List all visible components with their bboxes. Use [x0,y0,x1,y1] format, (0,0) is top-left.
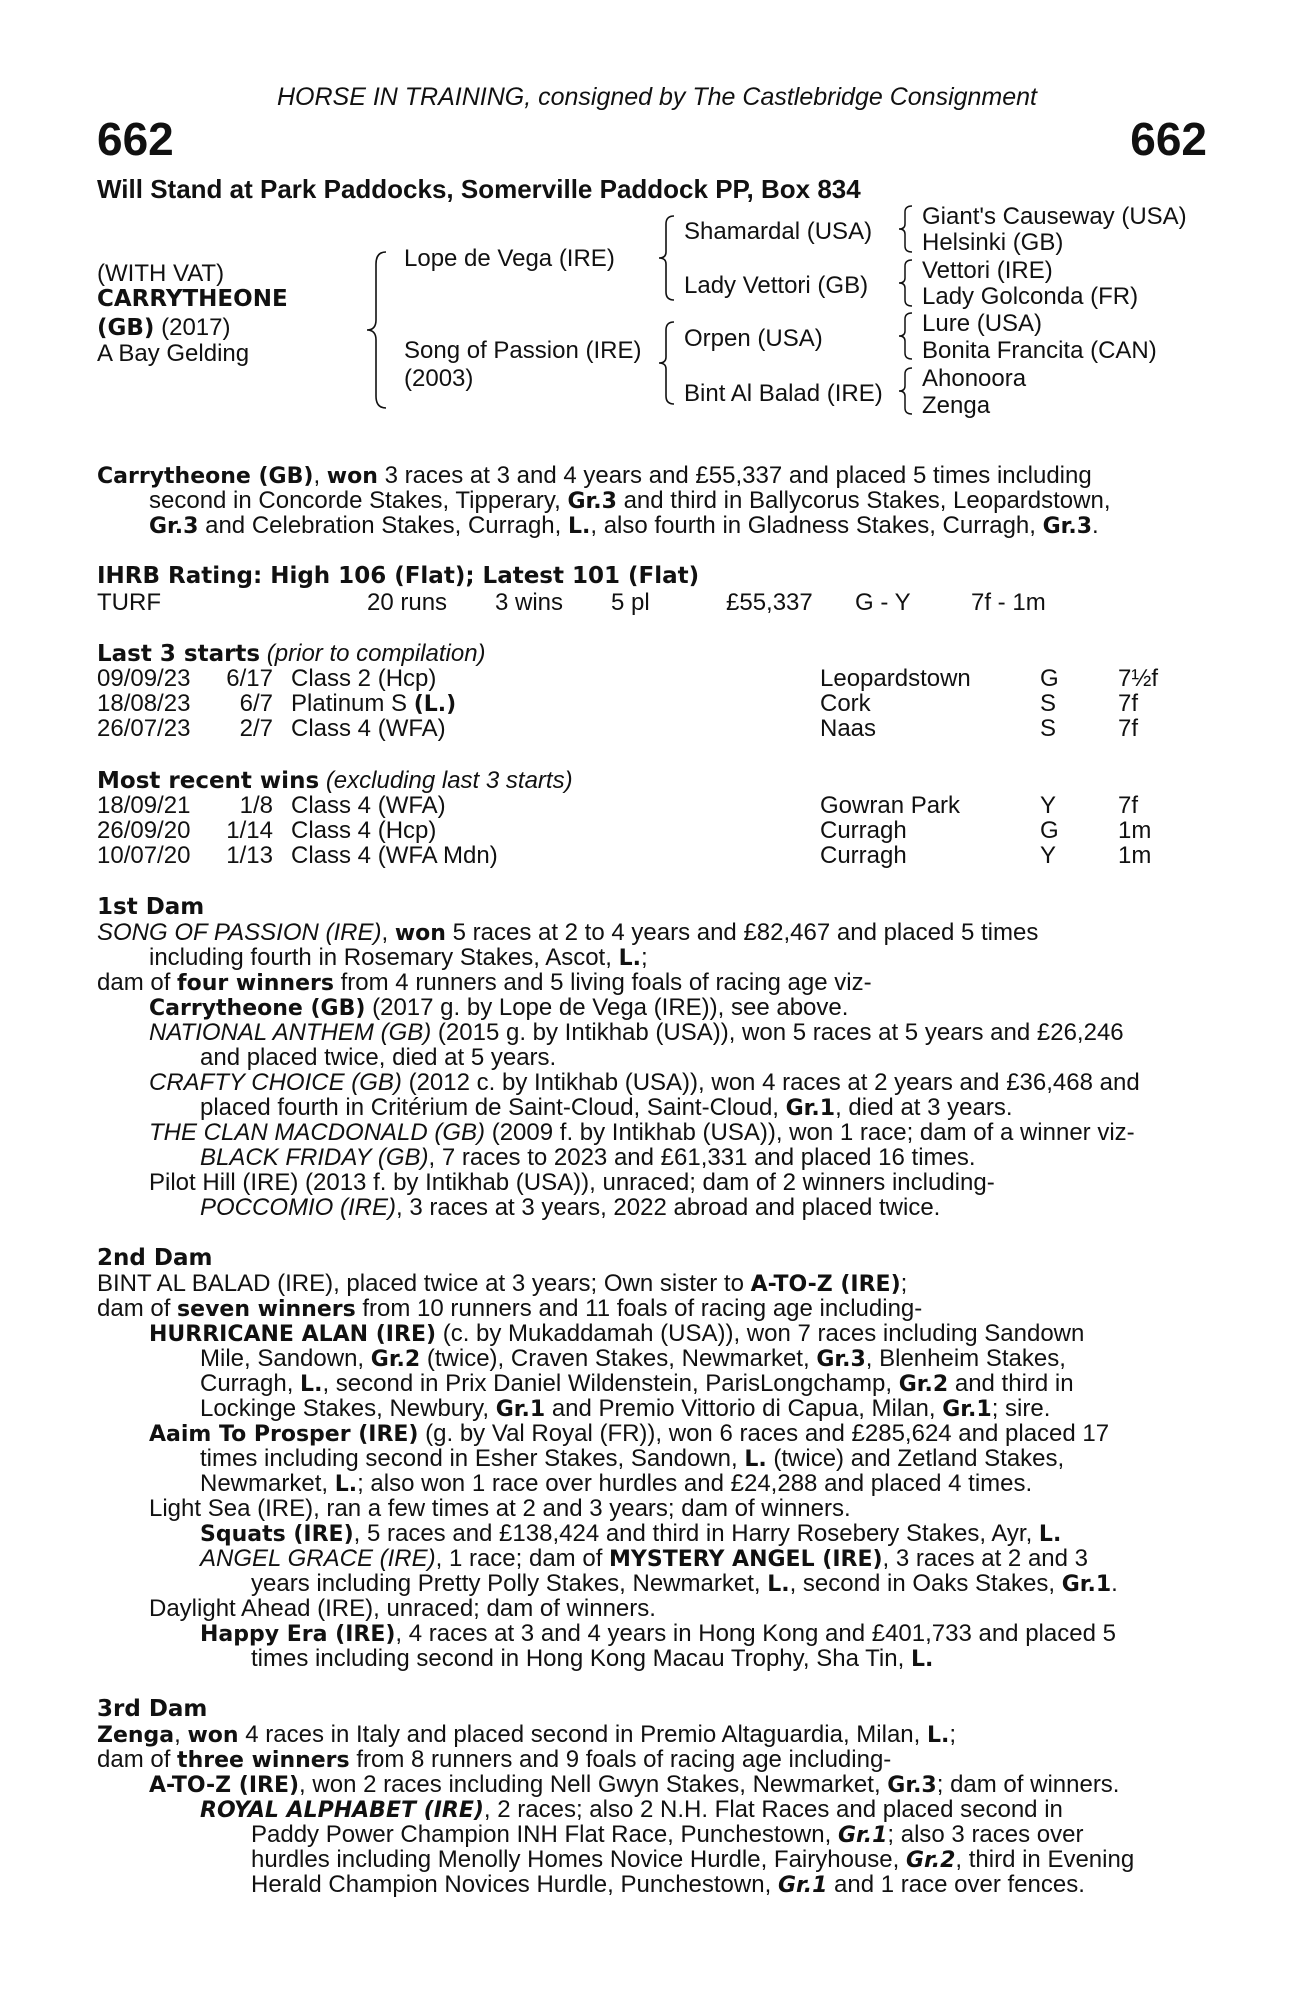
progeny-detail: hurdles including Menolly Homes Novice Hurdle, Fairyhouse, [251,1846,900,1873]
sire: Lope de Vega (IRE) [404,245,615,272]
progeny-detail: . [1111,1570,1118,1597]
dam1-won: won [394,921,446,946]
dam2-line2a: dam of [97,1295,171,1322]
rating-runs: 20 runs [367,589,448,616]
race-name-text: Class 4 (WFA Mdn) [291,842,498,869]
race-name-text: Platinum S [291,690,414,717]
progeny-detail: , died at 3 years. [835,1094,1013,1121]
progeny-detail: Newmarket, [200,1470,329,1497]
progeny-detail: Paddy Power Champion INH Flat Race, Punchestown, [251,1821,832,1848]
grand-progeny-name: MYSTERY ANGEL (IRE) [609,1547,883,1572]
dam3-name: Zenga [97,1723,175,1748]
dam1-line1: 5 races at 2 to 4 years and £82,467 and placed 5 times [452,919,1039,946]
dam-brace [656,320,678,406]
dam3-won: won [187,1723,239,1748]
summary-line2b: and third in Ballycorus Stakes, Leopardstown, [623,487,1111,514]
grade-badge: Gr.2 [370,1347,421,1372]
dd-sire: Ahonoora [922,365,1027,392]
progeny-name: THE CLAN MACDONALD (GB) [149,1119,486,1146]
race-course: Curragh [820,842,907,869]
progeny-detail: Mile, Sandown, [200,1345,365,1372]
dam3-winners-count: three winners [177,1748,350,1773]
race-position: 1/13 [226,842,273,869]
race-date: 10/07/20 [97,842,191,869]
progeny-detail: , second in Prix Daniel Wildenstein, ParisLongchamp, [322,1370,893,1397]
race-position: 1/14 [226,817,273,844]
progeny-detail: and placed twice, died at 5 years. [200,1044,557,1071]
horse-year: (2017) [161,314,231,341]
catalogue-page: HORSE IN TRAINING, consigned by The Castlebridge Consignment 662 662 Will Stand at Park Paddocks, Somerville Paddock PP, Box 834 (WITH VAT) CARRYTHEONE (GB) (2017) A Bay Gelding Lope de Vega (IRE) Song of Passion (IRE) (2003) Shamardal (USA) Lady Vettori (GB) Orpen (USA) Bint Al Balad (IRE) Giant's Causeway (USA) Helsinki (GB) Vettori (IRE) Lady Golconda (FR) Lure (USA) Bonita Francita (CAN) Ahonoora Zenga Carrytheone (GB), won 3 races at 3 and 4 years and £55,337 and placed 5 times including second in Concorde Stakes, Tipperary, Gr.3 and third in Ballycorus Stakes, Leopardstown, Gr.3 and Celebration Stakes, Curragh, L., also fourth in Gladness Stakes, Curragh, Gr.3. IHRB Rating: High 106 (Flat); Latest 101 (Flat) TURF 20 runs 3 wins 5 pl £55,337 G - Y 7f - 1m Last 3 starts (prior to compilation) 09/09/23 6/17 Class 2 (Hcp) Leopardstown G 7½f 18/08/23 6/7 Platinum S (L.) Cork S 7f 26/07/23 2/7 Class 4 (WFA) Naas S 7f Most recent wins (excluding last 3 starts) 18/09/21 1/8 Class 4 (WFA) Gowran Park Y 7f 26/09/20 1/14 Class 4 (Hcp) Curragh G 1m 10/07/20 1/13 Class 4 (WFA Mdn) Curragh Y 1m 1st Dam SONG OF PASSION (IRE), won 5 races at 2 to 4 years and £82,467 and placed 5 times including fourth in Rosemary Stakes, Ascot, L.; dam of four winners from 4 runners and 5 living foals of racing age viz- Carrytheone (GB) (2017 g. by Lope de Vega (IRE)), see above. NATIONAL ANTHEM (GB) (2015 g. by Intikhab (USA)), won 5 races at 5 years and £26,246 and placed twice, died at 5 years. CRAFTY CHOICE (GB) (2012 c. by Intikhab (USA)), won 4 races at 2 years and £36,468 and placed fourth in Critérium de Saint-Cloud, Saint-Cloud, Gr.1, died at 3 years. THE CLAN MACDONALD (GB) (2009 f. by Intikhab (USA)), won 1 race; dam of a winner viz- BLACK FRIDAY (GB), 7 races to 2023 and £61,331 and placed 16 times. Pilot Hill (IRE) (2013 f. by Intikhab (USA)), unraced; dam of 2 winners including- POCCOMIO (IRE), 3 races at 3 years, 2022 abroad and placed twice. 2nd Dam BINT AL BALAD (IRE), placed twice at 3 years; Own sister to A-TO-Z (IRE); dam of seven winners from 10 runners and 11 foals of racing age including- HURRICANE ALAN (IRE) (c. by Mukaddamah (USA)), won 7 races including Sandown Mile, Sandown, Gr.2 (twice), Craven Stakes, Newmarket, Gr.3, Blenheim Stakes, Curragh, L., second in Prix Daniel Wildenstein, ParisLongchamp, Gr.2 and third in Lockinge Stakes, Newbury, Gr.1 and Premio Vittorio di Capua, Milan, Gr.1; sire. Aaim To Prosper (IRE) (g. by Val Royal (FR)), won 6 races and £285,624 and placed 17 times including second in Esher Stakes, Sandown, L. (twice) and Zetland Stakes, Newmarket, L.; also won 1 race over hurdles and £24,288 and placed 4 times. Light Sea (IRE), ran a few times at 2 and 3 years; dam of winners. Squats (IRE), 5 races and £138,424 and third in Harry Rosebery Stakes, Ayr, L. ANGEL GRACE (IRE), 1 race; dam of MYSTERY ANGEL (IRE), 3 races at 2 and 3 years including Pretty Polly Stakes, Newmarket, L., second in Oaks Stakes, Gr.1. Daylight Ahead (IRE), unraced; dam of winners. Happy Era (IRE), 4 races at 3 and 4 years in Hong Kong and £401,733 and placed 5 times including second in Hong Kong Macau Trophy, Sha Tin, L. 3rd Dam Zenga, won 4 races in Italy and placed second in Premio Altaguardia, Milan, L.; dam of three winners from 8 runners and 9 foals of racing age including- A-TO-Z (IRE), won 2 races including Nell Gwyn Stakes, Newmarket, Gr.3; dam of winners. ROYAL ALPHABET (IRE), 2 races; also 2 N.H. Flat Races and placed second in Paddy Power Champion INH Flat Race, Punchestown, Gr.1; also 3 races over hurdles including Menolly Homes Novice Hurdle, Fairyhouse, Gr.2, third in Evening Herald Champion Novices Hurdle, Punchestown, Gr.1 and 1 race over fences. [0,0,1314,2000]
dam1-heading: 1st Dam [97,894,205,920]
race-name-text: Class 4 (WFA) [291,715,446,742]
sd-dam: Lady Golconda (FR) [922,283,1139,310]
grade-badge: Gr.3 [567,489,617,514]
progeny-detail: placed fourth in Critérium de Saint-Cloud, Saint-Cloud, [200,1094,779,1121]
race-course: Leopardstown [820,665,971,692]
progeny-detail: , 1 race; dam of [435,1545,603,1572]
dam: Song of Passion (IRE) [404,337,642,364]
dam1-line3c: from 4 runners and 5 living foals of racing age viz- [340,969,872,996]
dam2-line1-end: ; [900,1270,908,1297]
grade-badge: Gr.2 [905,1848,956,1873]
race-date: 09/09/23 [97,665,191,692]
progeny-detail: (2009 f. by Intikhab (USA)), won 1 race; dam of a winner viz- [491,1119,1135,1146]
progeny-name: Aaim To Prosper (IRE) [149,1422,419,1447]
ds-brace [896,311,916,361]
progeny-detail: (c. by Mukaddamah (USA)), won 7 races including Sandown [442,1320,1085,1347]
race-going: Y [1040,842,1057,869]
listed-badge: L. [744,1447,767,1472]
summary-line1: 3 races at 3 and 4 years and £55,337 and placed 5 times including [384,462,1092,489]
progeny-detail: Pilot Hill (IRE) (2013 f. by Intikhab (USA)), unraced; dam of 2 winners including- [149,1169,995,1196]
horse-country-year [97,314,230,342]
ds-dam: Bonita Francita (CAN) [922,337,1157,364]
grand-progeny-name: BLACK FRIDAY (GB) [200,1144,429,1171]
listed-badge: L. [1038,1522,1062,1547]
ss-dam: Helsinki (GB) [922,229,1064,256]
progeny-detail: Curragh, [200,1370,294,1397]
rating-surface: TURF [97,589,161,616]
race-going: S [1040,715,1057,742]
dam3-line1: 4 races in Italy and placed second in Premio Altaguardia, Milan, [245,1721,921,1748]
grade-badge: Gr.3 [887,1773,937,1798]
progeny-detail: , Blenheim Stakes, [865,1345,1066,1372]
grand-progeny-name: Happy Era (IRE) [200,1622,396,1647]
grade-badge: Gr.1 [785,1096,836,1121]
dam2-winners-count: seven winners [177,1297,356,1322]
race-position: 1/8 [239,792,273,819]
progeny-detail: , won 2 races including Nell Gwyn Stakes, Newmarket, [299,1771,881,1798]
progeny-detail: and Premio Vittorio di Capua, Milan, [551,1395,936,1422]
dam3-heading: 3rd Dam [97,1696,208,1722]
progeny-detail: Light Sea (IRE), ran a few times at 2 and 3 years; dam of winners. [149,1495,851,1522]
lot-number-right: 662 [1130,113,1207,165]
grand-progeny-name: Squats (IRE) [200,1522,354,1547]
race-distance: 7f [1118,792,1139,819]
grade-badge: Gr.2 [898,1372,949,1397]
dam-dam: Bint Al Balad (IRE) [684,380,883,407]
horse-description: A Bay Gelding [97,340,250,367]
progeny-detail: (twice) and Zetland Stakes, [773,1445,1065,1472]
stand-location: Will Stand at Park Paddocks, Somerville Paddock PP, Box 834 [97,174,861,204]
dam-year: (2003) [404,365,474,392]
sire-sire: Shamardal (USA) [684,218,873,245]
race-distance: 7f [1118,715,1139,742]
race-distance: 7½f [1118,665,1159,692]
listed-badge: L. [567,514,591,539]
progeny-name: HURRICANE ALAN (IRE) [149,1322,437,1347]
progeny-detail: ; sire. [991,1395,1051,1422]
race-course: Naas [820,715,877,742]
summary-won: won [326,464,378,489]
summary-line3a: and Celebration Stakes, Curragh, [205,512,562,539]
progeny-detail: ; also won 1 race over hurdles and £24,288 and placed 4 times. [357,1470,1033,1497]
progeny-detail: (g. by Val Royal (FR)), won 6 races and £285,624 and placed 17 [425,1420,1110,1447]
grand-progeny-name: POCCOMIO (IRE) [200,1194,396,1221]
listed-badge: L. [618,946,641,971]
sd-sire: Vettori (IRE) [922,257,1053,284]
progeny-detail: , second in Oaks Stakes, [789,1570,1056,1597]
dam-sire: Orpen (USA) [684,325,823,352]
dam1-line2: including fourth in Rosemary Stakes, Ascot, [149,944,612,971]
race-going: S [1040,690,1057,717]
progeny-detail: Daylight Ahead (IRE), unraced; dam of winners. [149,1595,656,1622]
grade-badge: Gr.1 [495,1397,546,1422]
dd-dam: Zenga [922,392,991,419]
progeny-detail: and 1 race over fences. [834,1871,1085,1898]
progeny-detail: , 4 races at 3 and 4 years in Hong Kong and £401,733 and placed 5 [395,1620,1116,1647]
vat-label: (WITH VAT) [97,260,225,287]
race-position: 6/17 [226,665,273,692]
dam3-line2a: dam of [97,1746,171,1773]
progeny-detail: (2012 c. by Intikhab (USA)), won 4 races at 2 years and £36,468 and [408,1069,1140,1096]
race-course: Curragh [820,817,907,844]
listed-badge: L. [767,1572,790,1597]
dam1-winners-count: four winners [177,971,334,996]
rating-heading: IHRB Rating: High 106 (Flat); Latest 101 (Flat) [97,563,700,589]
race-distance: 1m [1118,817,1152,844]
race-name [291,715,446,743]
dam1-name: SONG OF PASSION (IRE) [97,919,382,946]
dam2-line1: BINT AL BALAD (IRE), placed twice at 3 years; Own sister to [97,1270,744,1297]
race-name [291,792,446,820]
grade-badge: Gr.1 [777,1873,828,1898]
race-position: 2/7 [239,715,273,742]
progeny-detail: (2017 g. by Lope de Vega (IRE)), see above. [372,994,849,1021]
dam1-line2-end: ; [640,944,648,971]
grade-badge: Gr.3 [149,514,199,539]
grade-badge: Gr.3 [816,1347,866,1372]
progeny-detail: years including Pretty Polly Stakes, Newmarket, [251,1570,761,1597]
progeny-detail: , 3 races at 3 years, 2022 abroad and placed twice. [396,1194,941,1221]
last3-heading: Last 3 starts [97,641,261,667]
grade-badge: Gr.1 [942,1397,992,1422]
grand-progeny-name: ANGEL GRACE (IRE) [200,1545,436,1572]
dam3-line1-end: ; [949,1721,957,1748]
progeny-name: NATIONAL ANTHEM (GB) [149,1019,432,1046]
recent-heading: Most recent wins [97,768,320,794]
progeny-name: CRAFTY CHOICE (GB) [149,1069,402,1096]
race-name-text: Class 2 (Hcp) [291,665,437,692]
progeny-detail: times including second in Esher Stakes, Sandown, [200,1445,738,1472]
listed-badge: (L.) [413,692,457,717]
progeny-name: Carrytheone (GB) [149,996,366,1021]
race-name [291,665,436,693]
progeny-name: A-TO-Z (IRE) [149,1773,300,1798]
recent-note: (excluding last 3 starts) [325,767,573,794]
progeny-detail: , 7 races to 2023 and £61,331 and placed 16 times. [428,1144,976,1171]
race-going: G [1040,665,1059,692]
race-name [291,817,436,845]
progeny-detail: , 3 races at 2 and 3 [882,1545,1088,1572]
rating-distance: 7f - 1m [971,589,1046,616]
listed-badge: L. [926,1723,950,1748]
summary-line3c: . [1092,512,1099,539]
race-course: Gowran Park [820,792,961,819]
listed-badge: L. [300,1372,323,1397]
dam2-heading: 2nd Dam [97,1245,213,1271]
grand-progeny-name: ROYAL ALPHABET (IRE) [200,1798,484,1823]
horse-name: CARRYTHEONE [97,286,288,312]
rating-going: G - Y [855,589,911,616]
sire-dam: Lady Vettori (GB) [684,272,869,299]
race-date: 26/07/23 [97,715,191,742]
race-name [291,690,456,718]
grade-badge: Gr.3 [1042,514,1093,539]
summary-horse-name: Carrytheone (GB) [97,464,314,489]
rating-placed: 5 pl [611,589,650,616]
grade-badge: Gr.1 [1061,1572,1112,1597]
race-name [291,842,498,870]
summary-line3b: , also fourth in Gladness Stakes, Curragh, [590,512,1036,539]
race-date: 26/09/20 [97,817,191,844]
dam3-line2c: from 8 runners and 9 foals of racing age including- [356,1746,892,1773]
ds-sire: Lure (USA) [922,310,1043,337]
progeny-detail: ; dam of winners. [936,1771,1120,1798]
ss-sire: Giant's Causeway (USA) [922,203,1187,230]
progeny-detail: , 5 races and £138,424 and third in Harry Rosebery Stakes, Ayr, [353,1520,1033,1547]
race-course: Cork [820,690,871,717]
race-going: Y [1040,792,1057,819]
listed-badge: L. [910,1647,934,1672]
race-distance: 7f [1118,690,1139,717]
progeny-detail: (twice), Craven Stakes, Newmarket, [426,1345,810,1372]
race-going: G [1040,817,1059,844]
progeny-detail: ; also 3 races over [887,1821,1084,1848]
progeny-detail: Herald Champion Novices Hurdle, Punchestown, [251,1871,772,1898]
last3-note: (prior to compilation) [266,640,486,667]
rating-earnings: £55,337 [726,589,813,616]
race-date: 18/09/21 [97,792,191,819]
race-name-text: Class 4 (Hcp) [291,817,437,844]
race-position: 6/7 [239,690,273,717]
progeny-detail: (2015 g. by Intikhab (USA)), won 5 races at 5 years and £26,246 [437,1019,1124,1046]
race-distance: 1m [1118,842,1152,869]
grade-badge: Gr.1 [837,1823,888,1848]
sister-name: A-TO-Z (IRE) [750,1272,901,1297]
progeny-detail: times including second in Hong Kong Macau Trophy, Sha Tin, [251,1645,905,1672]
progeny-detail: and third in [954,1370,1074,1397]
dd-brace [896,366,916,416]
race-name-text: Class 4 (WFA) [291,792,446,819]
progeny-detail: , 2 races; also 2 N.H. Flat Races and placed second in [483,1796,1063,1823]
lot-number-left: 662 [97,113,174,165]
sire-brace [656,214,678,302]
summary-line2a: second in Concorde Stakes, Tipperary, [149,487,561,514]
race-date: 18/08/23 [97,690,191,717]
progeny-detail: Lockinge Stakes, Newbury, [200,1395,490,1422]
sd-brace [896,258,916,308]
page-header-title: HORSE IN TRAINING, consigned by The Castlebridge Consignment [276,83,1038,111]
listed-badge: L. [334,1472,358,1497]
horse-country: (GB) [97,315,155,341]
progeny-detail: , third in Evening [955,1846,1135,1873]
ss-brace [896,204,916,254]
dam2-line2c: from 10 runners and 11 foals of racing age including- [362,1295,923,1322]
rating-wins: 3 wins [495,589,564,616]
pedigree-main-brace [364,250,390,410]
dam1-line3a: dam of [97,969,171,996]
